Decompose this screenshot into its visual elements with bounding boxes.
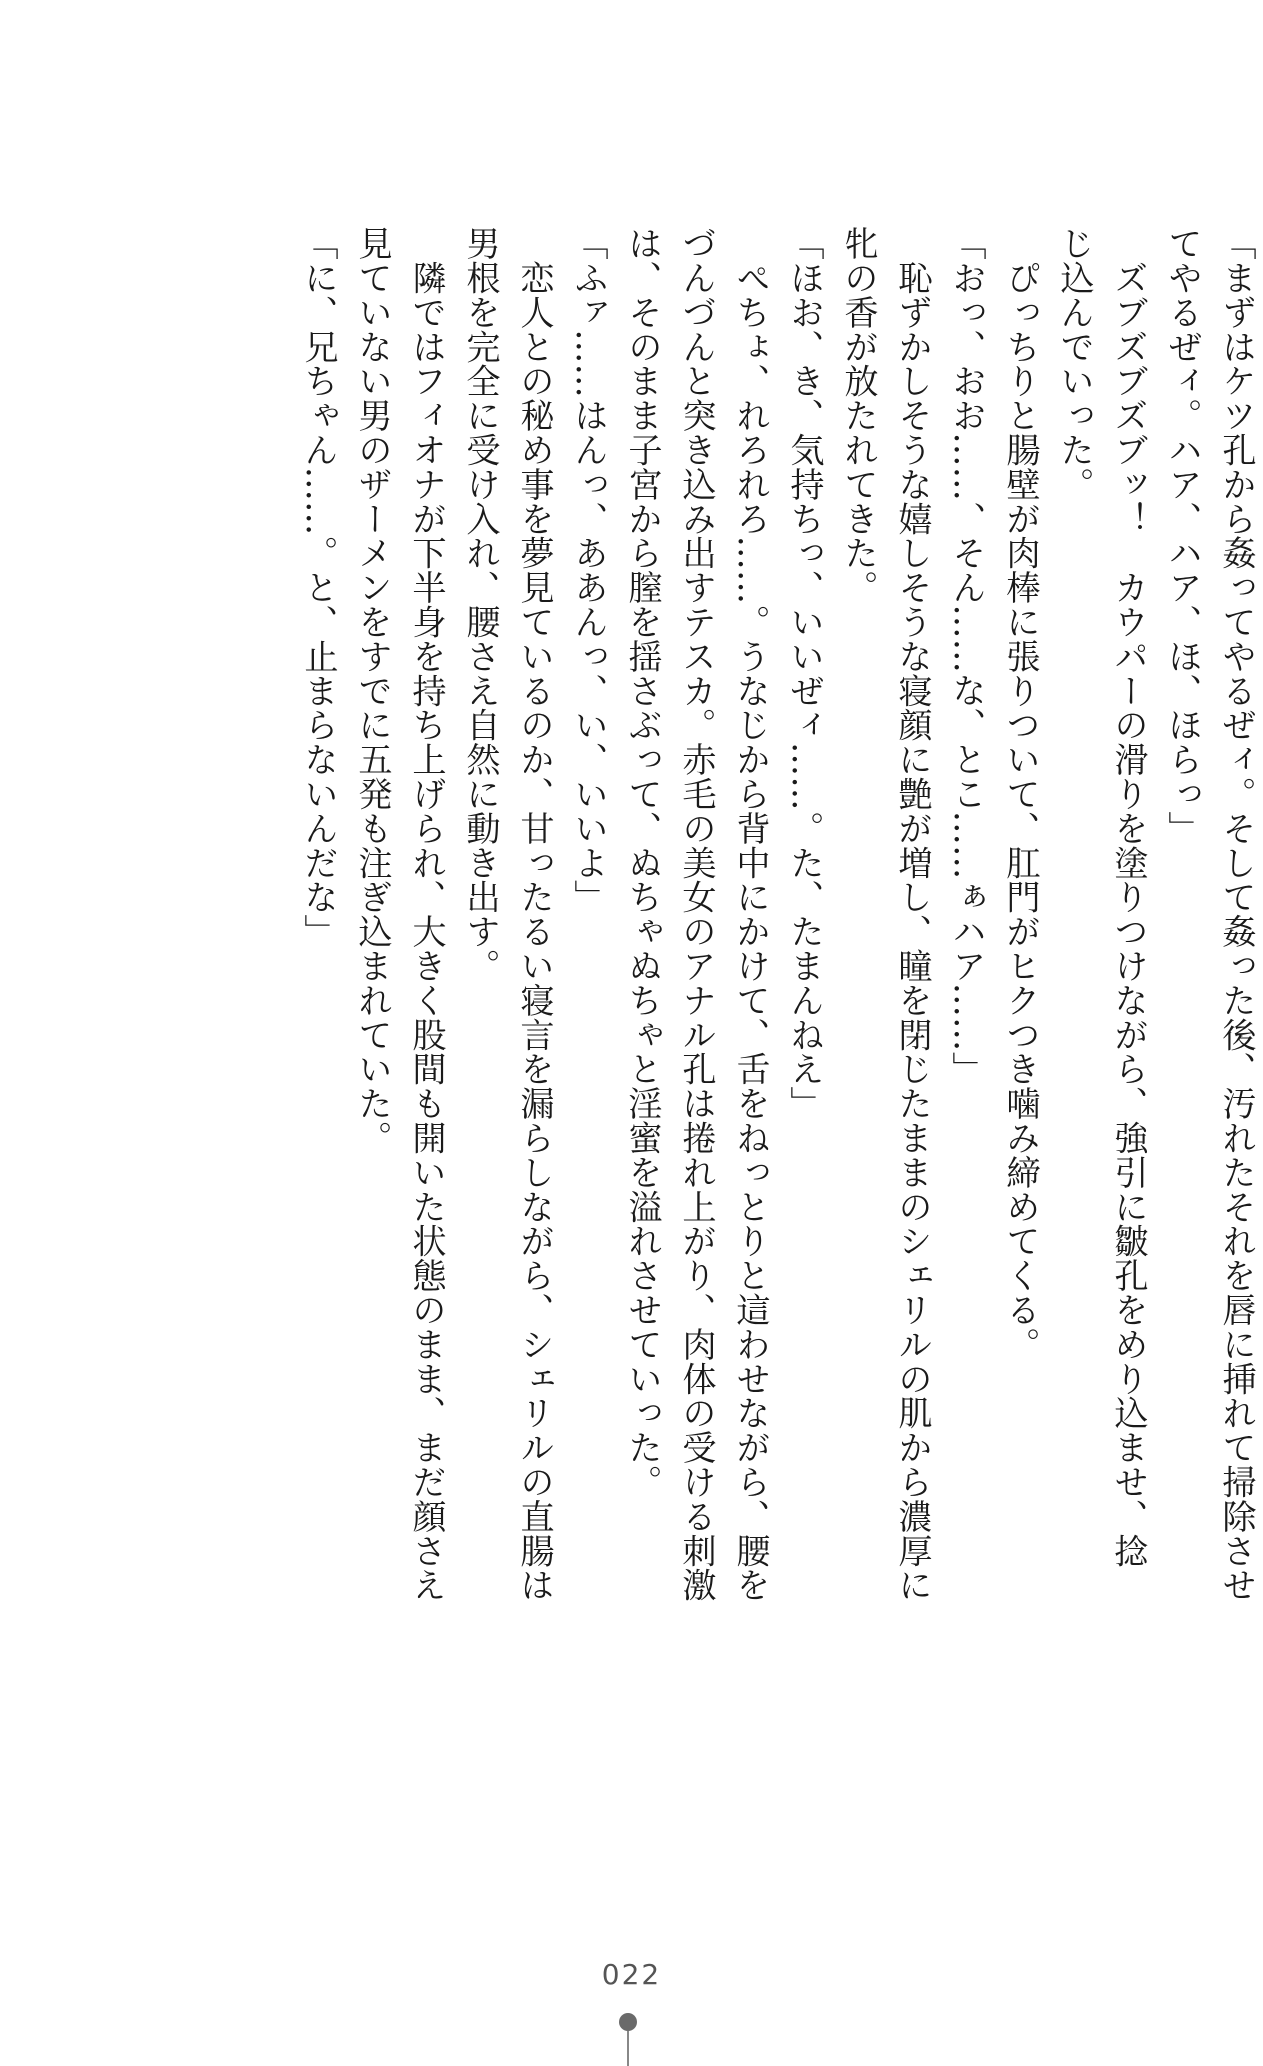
text-line: 隣ではフィオナが下半身を持ち上げられ、大きく股間も開いた状態のまま、まだ顔さえ <box>406 226 446 1602</box>
text-line: ぺちょ、れろれろ……。うなじから背中にかけて、舌をねっとりと這わせながら、腰を <box>730 226 770 1602</box>
text-line: じ込んでいった。 <box>1054 226 1094 502</box>
text-line: づんづんと突き込み出すテスカ。赤毛の美女のアナル孔は捲れ上がり、肉体の受ける刺激 <box>676 226 716 1602</box>
vertical-text-body <box>148 226 1263 1786</box>
text-line: 見ていない男のザーメンをすでに五発も注ぎ込まれていた。 <box>352 226 392 1155</box>
text-line: ぴっちりと腸壁が肉棒に張りついて、肛門がヒクつき噛み締めてくる。 <box>1000 226 1040 1362</box>
text-line: ズブズブズブッ！ カウパーの滑りを塗りつけながら、強引に皺孔をめり込ませ、捻 <box>1108 226 1148 1568</box>
page-number: 022 <box>601 1958 662 1991</box>
text-line: は、そのまま子宮から膣を揺さぶって、ぬちゃぬちゃと淫蜜を溢れさせていった。 <box>622 226 662 1499</box>
page-marker-dot <box>619 2013 637 2031</box>
text-line: 牝の香が放たれてきた。 <box>838 226 878 605</box>
text-line: 男根を完全に受け入れ、腰さえ自然に動き出す。 <box>460 226 500 983</box>
text-line: 「に、兄ちゃん……。と、止まらないんだな」 <box>298 226 338 949</box>
text-line: 「おっ、おお……、そん……な、とこ……ぁハア……」 <box>946 226 986 1086</box>
text-line: 恥ずかしそうな嬉しそうな寝顔に艶が増し、瞳を閉じたままのシェリルの肌から濃厚に <box>892 226 932 1602</box>
page-marker-line <box>627 2031 629 2066</box>
text-line: てやるぜィ。ハア、ハア、ほ、ほらっ」 <box>1162 226 1202 846</box>
text-line: 「ほお、き、気持ちっ、いいぜィ……。た、たまんねえ」 <box>784 226 824 1121</box>
text-line: 「ふァ……はんっ、ああんっ、い、いいよ」 <box>568 226 608 914</box>
text-line: 「まずはケツ孔から姦ってやるぜィ。そして姦った後、汚れたそれを唇に挿れて掃除させ <box>1216 226 1256 1602</box>
text-line: 恋人との秘め事を夢見ているのか、甘ったるい寝言を漏らしながら、シェリルの直腸は <box>514 226 554 1602</box>
